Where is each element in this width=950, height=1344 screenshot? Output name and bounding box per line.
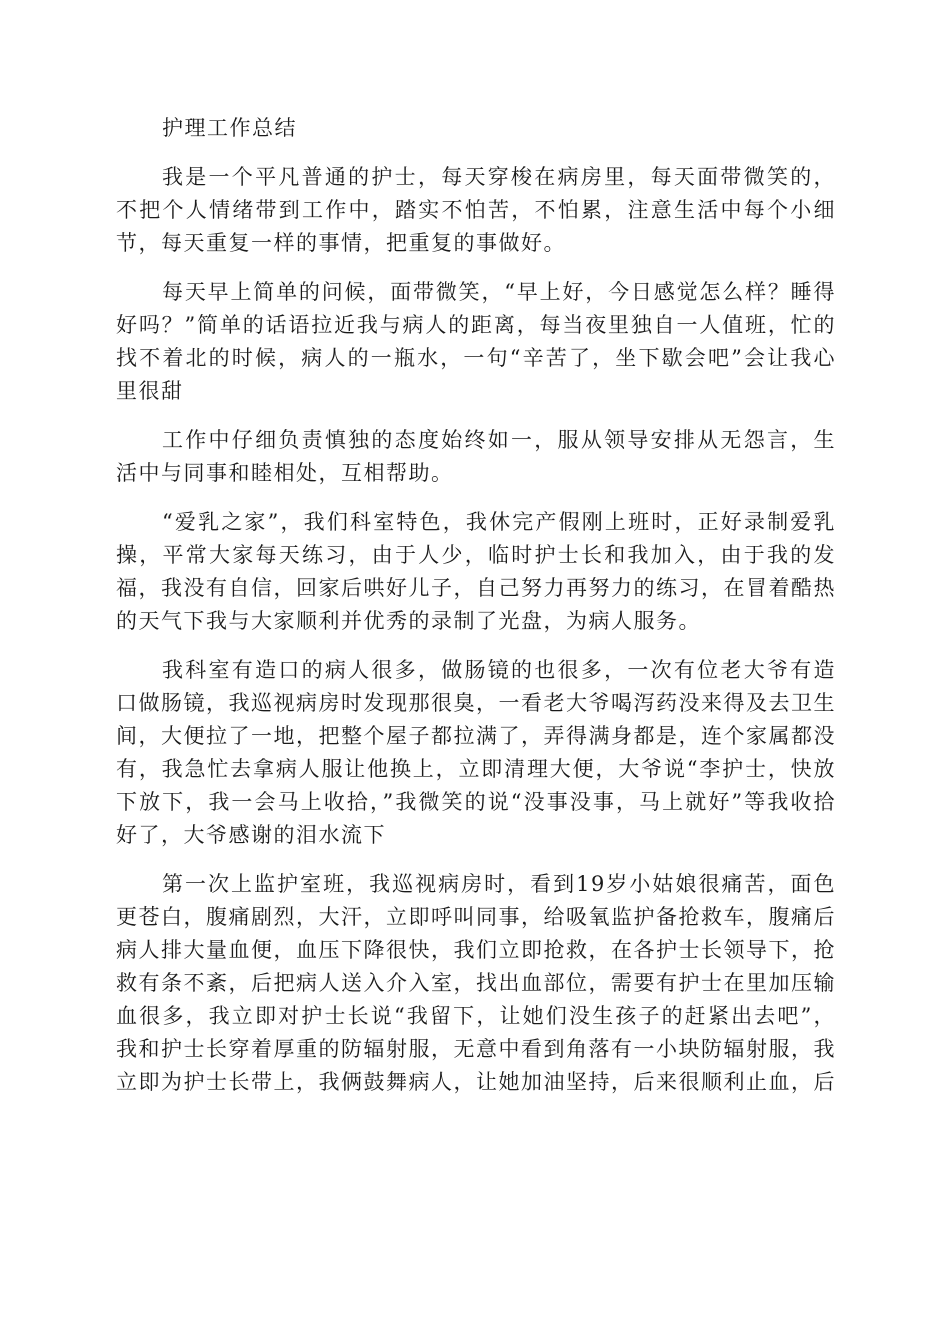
paragraph-icu-shift: 第一次上监护室班，我巡视病房时，看到19岁小姑娘很痛苦，面色更苍白，腹痛剧烈，大汗，立即呼叫同事，给吸氧监护备抢救车，腹痛后病人排大量血便，血压下降很快，我们立即抢救，在各护士长领导下，抢救有条不紊，后把病人送入介入室，找出血部位，需要有护士在里加压输血很多，我立即对护士长说“我留下，让她们没生孩子的赶紧出去吧”，我和护士长穿着厚重的防辐射服，无意中看到角落有一小块防辐射服，我立即为护士长带上，我俩鼓舞病人，让她加油坚持，后来很顺利止血，后 xyxy=(116,872,836,1094)
paragraph-stoma-patient: 我科室有造口的病人很多，做肠镜的也很多，一次有位老大爷有造口做肠镜，我巡视病房时发现那很臭，一看老大爷喝泻药没来得及去卫生间，大便拉了一地，把整个屋子都拉满了，弄得满身都是，连个家属都没有，我急忙去拿病人服让他换上，立即清理大便，大爷说“李护士，快放下放下，我一会马上收拾，”我微笑的说“没事没事，马上就好”等我收拾好了，大爷感谢的泪水流下 xyxy=(116,658,836,847)
document-body xyxy=(116,112,836,1115)
document-title: 护理工作总结 xyxy=(162,116,297,140)
paragraph-intro: 我是一个平凡普通的护士，每天穿梭在病房里，每天面带微笑的，不把个人情绪带到工作中，踏实不怕苦，不怕累，注意生活中每个小细节，每天重复一样的事情，把重复的事做好。 xyxy=(116,165,836,255)
paragraph-attitude: 工作中仔细负责慎独的态度始终如一，服从领导安排从无怨言，生活中与同事和睦相处，互相帮助。 xyxy=(116,428,836,485)
paragraph-greeting: 每天早上简单的问候，面带微笑，“早上好，今日感觉怎么样？睡得好吗？”简单的话语拉近我与病人的距离，每当夜里独自一人值班，忙的找不着北的时候，病人的一瓶水，一句“辛苦了，坐下歇会吧”会让我心里很甜 xyxy=(116,280,836,403)
paragraph-breastfeeding-home: “爱乳之家”，我们科室特色，我休完产假刚上班时，正好录制爱乳操，平常大家每天练习，由于人少，临时护士长和我加入，由于我的发福，我没有自信，回家后哄好儿子，自己努力再努力的练习，在冒着酷热的天气下我与大家顺利并优秀的录制了光盘，为病人服务。 xyxy=(116,510,836,633)
